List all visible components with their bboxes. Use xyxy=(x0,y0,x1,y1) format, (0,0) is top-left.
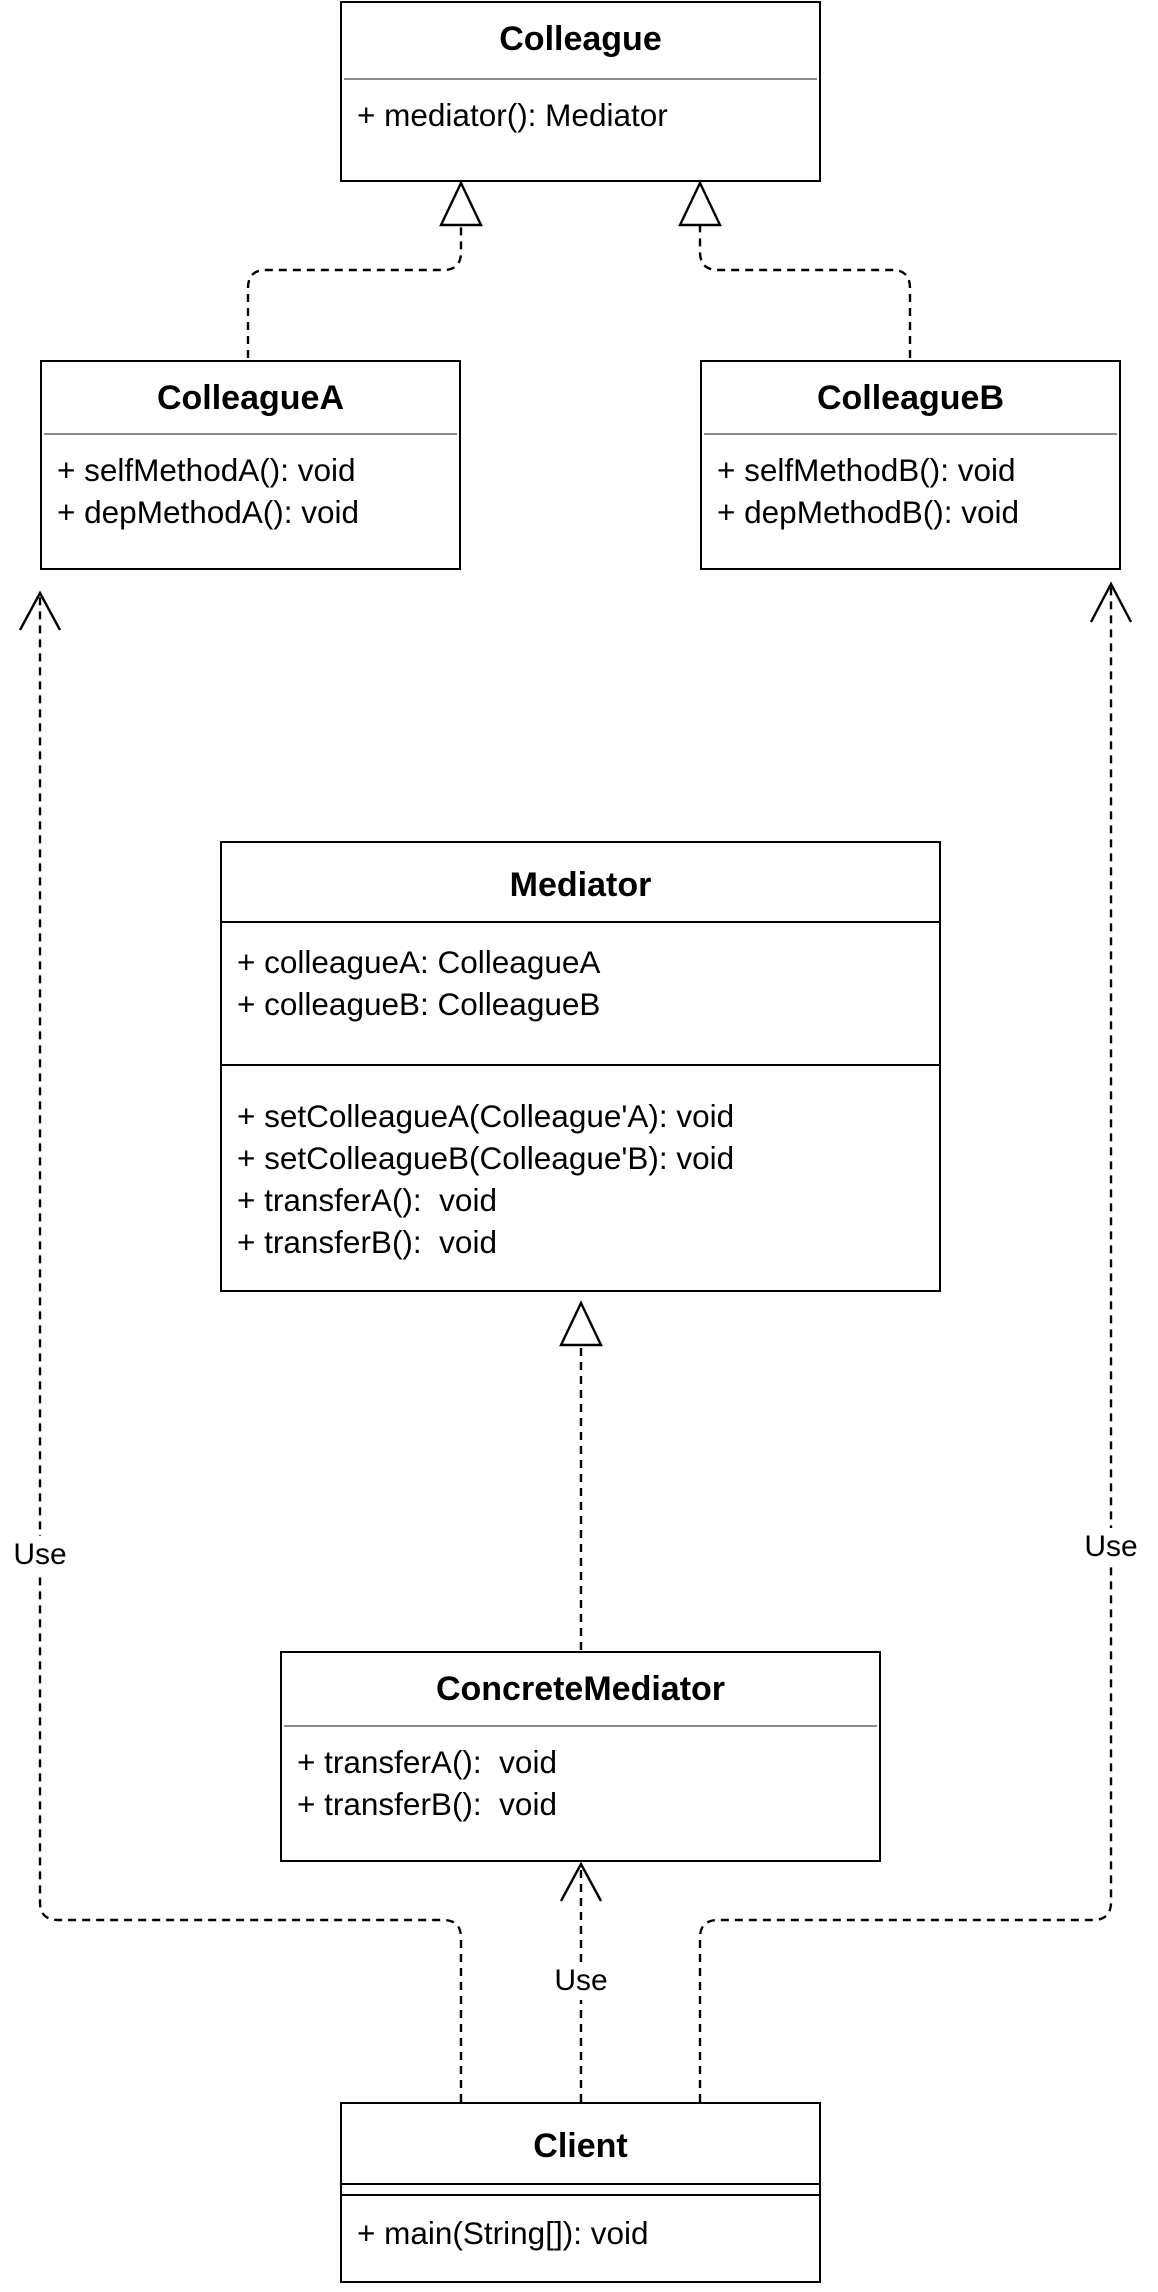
class-mediator[interactable] xyxy=(220,841,941,1292)
use-label-colleague-a: Use xyxy=(7,1536,73,1574)
operation: + setColleagueA(Colleague'A): void xyxy=(237,1098,735,1134)
attributes-compartment xyxy=(222,923,939,1064)
realization-head-icon xyxy=(680,183,720,225)
operation: + transferA(): void xyxy=(237,1182,497,1218)
dependency-client-to-colleague-a xyxy=(40,595,461,2102)
realization-head-icon xyxy=(561,1303,601,1345)
class-colleague[interactable] xyxy=(340,1,821,182)
operations-compartment xyxy=(222,1066,939,1263)
use-label-concrete-mediator: Use xyxy=(548,1962,614,2000)
class-client[interactable] xyxy=(340,2102,821,2283)
operation: + transferB(): void xyxy=(297,1786,557,1822)
operation: + transferB(): void xyxy=(237,1224,497,1260)
operation: + depMethodA(): void xyxy=(57,494,360,530)
operation: + depMethodB(): void xyxy=(717,494,1020,530)
class-name: ConcreteMediator xyxy=(435,1670,726,1708)
dependency-arrowhead-icon xyxy=(561,1864,601,1901)
operation: + main(String[]): void xyxy=(357,2215,649,2251)
class-name: Client xyxy=(533,2127,628,2165)
class-concrete-mediator[interactable] xyxy=(280,1651,881,1862)
operation: + transferA(): void xyxy=(297,1744,557,1780)
class-name: Colleague xyxy=(499,20,662,58)
empty-attributes-compartment xyxy=(342,2185,819,2194)
class-colleague-b[interactable] xyxy=(700,360,1121,570)
operation: + setColleagueB(Colleague'B): void xyxy=(237,1140,735,1176)
class-name: ColleagueB xyxy=(816,379,1005,417)
realization-colleague-a-to-colleague xyxy=(248,225,461,358)
attribute: + colleagueB: ColleagueB xyxy=(237,986,601,1022)
use-label-colleague-b: Use xyxy=(1078,1528,1144,1566)
class-name: Mediator xyxy=(509,866,652,904)
class-colleague-a[interactable] xyxy=(40,360,461,570)
operation: + mediator(): Mediator xyxy=(357,97,668,133)
operations-compartment xyxy=(342,2196,819,2254)
realization-head-icon xyxy=(441,183,481,225)
realization-colleague-b-to-colleague xyxy=(700,225,910,358)
operation: + selfMethodA(): void xyxy=(57,452,356,488)
operation: + selfMethodB(): void xyxy=(717,452,1016,488)
dependency-client-to-colleague-b xyxy=(700,585,1111,2102)
attribute: + colleagueA: ColleagueA xyxy=(237,944,601,980)
class-name: ColleagueA xyxy=(156,379,345,417)
